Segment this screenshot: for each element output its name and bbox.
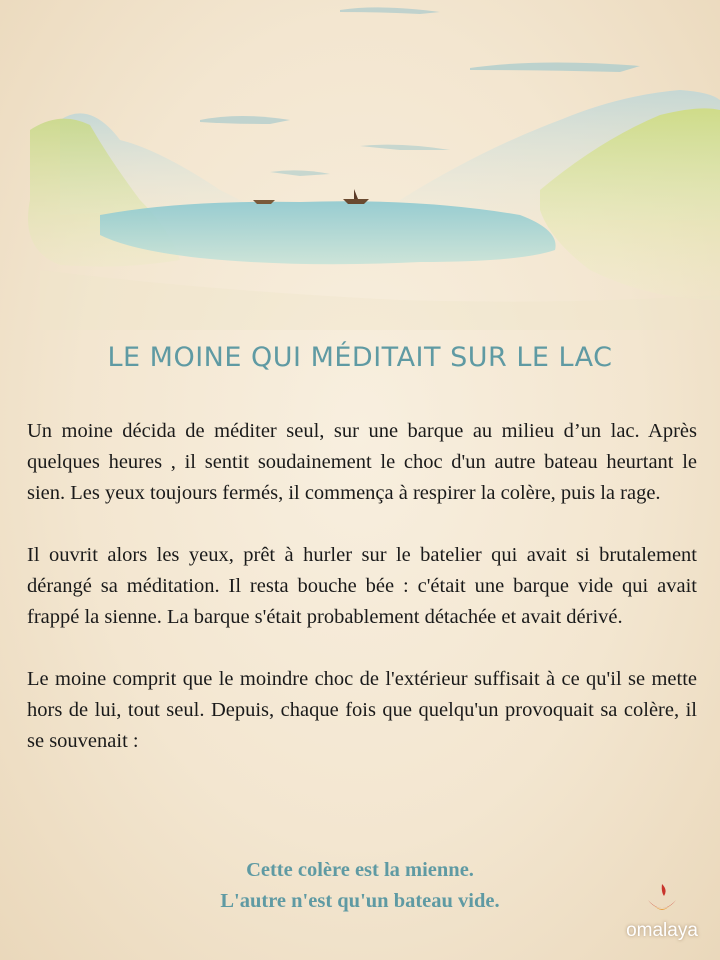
logo-text: omalaya [626, 920, 698, 941]
page-title: LE MOINE QUI MÉDITAIT SUR LE LAC [107, 342, 613, 373]
lake-illustration [0, 0, 720, 330]
omalaya-flame-icon [642, 880, 682, 920]
quote-line-1: Cette colère est la mienne. [246, 859, 474, 881]
paragraph-1: Un moine décida de méditer seul, sur une barque au milieu d’un lac. Après quelques heures , il sentit soudainement le choc d'un autre bateau heurtant le sien. Les yeux toujours fermés, il commença à respirer la colère, puis la rage. [27, 420, 697, 504]
quote-line-2: L'autre n'est qu'un bateau vide. [220, 890, 500, 912]
paragraph-2: Il ouvrit alors les yeux, prêt à hurler sur le batelier qui avait si brutalement dérangé sa méditation. Il resta bouche bée : c'était une barque vide qui avait frappé la sienne. La barque s'était probablement détachée et avait dérivé. [27, 544, 697, 628]
omalaya-logo [612, 880, 712, 950]
paragraph-3: Le moine comprit que le moindre choc de l'extérieur suffisait à ce qu'il se mette hors de lui, tout seul. Depuis, chaque fois que quelqu'un provoquait sa colère, il se souvenait : [27, 668, 697, 752]
story-text [27, 416, 697, 788]
